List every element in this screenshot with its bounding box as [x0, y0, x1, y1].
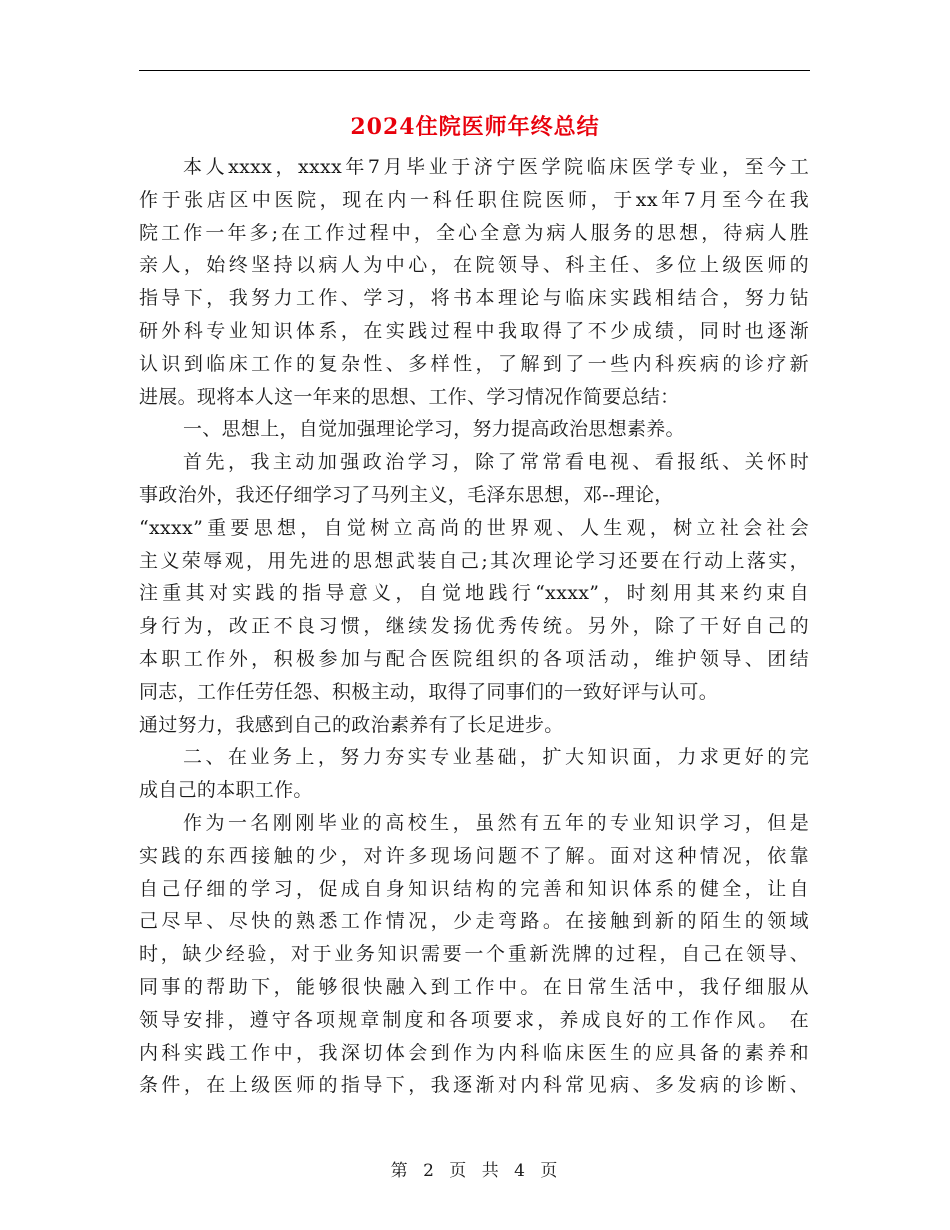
body-line: 同事的帮助下，能够很快融入到工作中。在日常生活中，我仔细服从	[139, 975, 809, 998]
body-line: 自己仔细的学习，促成自身知识结构的完善和知识体系的健全，让自	[139, 877, 809, 900]
body-line: 主义荣辱观，用先进的思想武装自己;其次理论学习还要在行动上落实，	[139, 549, 809, 572]
body-line: 首先，我主动加强政治学习，除了常常看电视、看报纸、关怀时	[183, 451, 809, 474]
body-line: 事政治外，我还仔细学习了马列主义，毛泽东思想，邓--理论，	[139, 483, 674, 506]
document-title: 2024住院医师年终总结	[350, 114, 600, 140]
body-line: 注重其对实践的指导意义，自觉地践行“xxxx”，时刻用其来约束自	[139, 582, 809, 605]
body-line: 身行为，改正不良习惯，继续发扬优秀传统。另外，除了干好自己的	[139, 615, 809, 638]
body-line: 作为一名刚刚毕业的高校生，虽然有五年的专业知识学习，但是	[183, 811, 809, 834]
body-line: 实践的东西接触的少，对许多现场问题不了解。面对这种情况，依靠	[139, 844, 809, 867]
body-line: 研外科专业知识体系，在实践过程中我取得了不少成绩，同时也逐渐	[139, 319, 809, 342]
body-line: 亲人，始终坚持以病人为中心，在院领导、科主任、多位上级医师的	[139, 254, 809, 277]
body-line: 通过努力，我感到自己的政治素养有了长足进步。	[139, 713, 564, 736]
body-line: 内科实践工作中，我深切体会到作为内科临床医生的应具备的素养和	[139, 1041, 809, 1064]
body-line: 二、在业务上，努力夯实专业基础，扩大知识面，力求更好的完	[183, 746, 809, 769]
body-line: 认识到临床工作的复杂性、多样性，了解到了一些内科疾病的诊疗新	[139, 352, 809, 375]
body-line: 作于张店区中医院，现在内一科任职住院医师，于xx年7月至今在我	[139, 188, 809, 211]
body-line: 领导安排，遵守各项规章制度和各项要求，养成良好的工作作风。 在	[139, 1008, 809, 1031]
body-line: 本职工作外，积极参加与配合医院组织的各项活动，维护领导、团结	[139, 647, 809, 670]
document-body	[139, 151, 809, 1102]
body-line: 指导下，我努力工作、学习，将书本理论与临床实践相结合，努力钻	[139, 287, 809, 310]
body-line: “xxxx”重要思想，自觉树立高尚的世界观、人生观，树立社会社会	[139, 516, 809, 539]
header-rule	[139, 70, 810, 71]
page-footer: 第 2 页 共 4 页	[390, 1161, 560, 1181]
body-line: 时，缺少经验，对于业务知识需要一个重新洗牌的过程，自己在领导、	[139, 943, 809, 966]
body-line: 成自己的本职工作。	[139, 779, 313, 802]
body-line: 条件，在上级医师的指导下，我逐渐对内科常见病、多发病的诊断、	[139, 1074, 809, 1097]
body-line: 己尽早、尽快的熟悉工作情况，少走弯路。在接触到新的陌生的领域	[139, 910, 809, 933]
body-line: 同志，工作任劳任怨、积极主动，取得了同事们的一致好评与认可。	[139, 680, 719, 703]
body-line: 本人xxxx，xxxx年7月毕业于济宁医学院临床医学专业，至今工	[183, 156, 809, 178]
body-line: 进展。现将本人这一年来的思想、工作、学习情况作简要总结：	[139, 385, 680, 408]
body-line: 一、思想上，自觉加强理论学习，努力提高政治思想素养。	[183, 418, 685, 441]
body-line: 院工作一年多;在工作过程中，全心全意为病人服务的思想，待病人胜	[139, 221, 809, 244]
